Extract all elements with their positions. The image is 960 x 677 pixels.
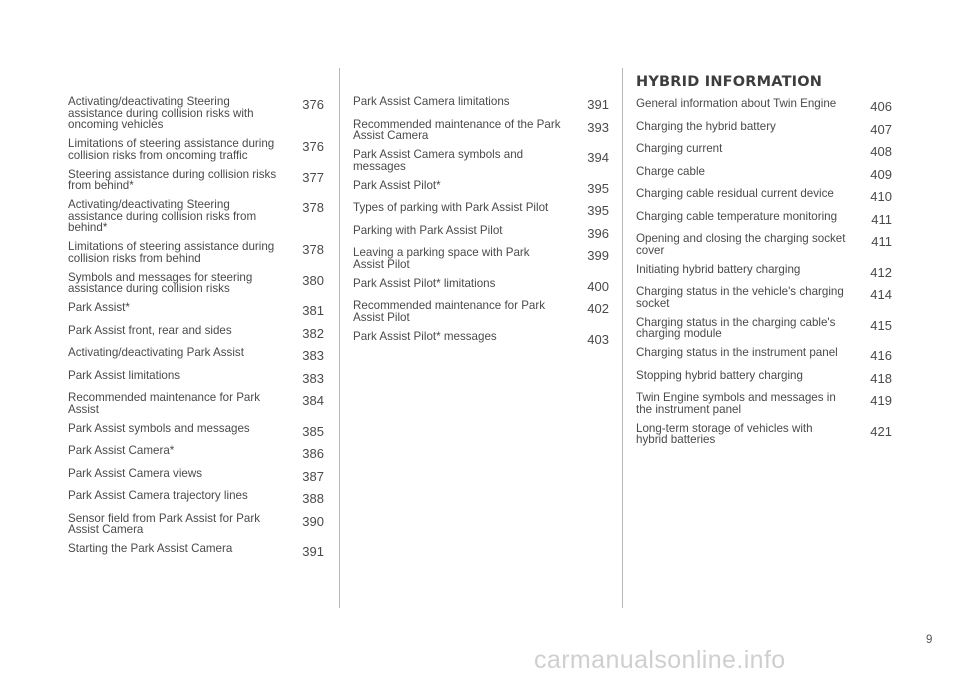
section-heading: HYBRID INFORMATION xyxy=(636,74,823,90)
toc-entry[interactable] xyxy=(636,347,892,362)
toc-entry[interactable] xyxy=(68,302,324,317)
toc-column-1 xyxy=(68,96,324,566)
toc-entry-page: 390 xyxy=(302,513,324,529)
toc-entry-page: 376 xyxy=(302,97,324,112)
toc-entry-page: 388 xyxy=(302,491,324,506)
toc-entry[interactable] xyxy=(68,96,324,131)
toc-entry-page: 400 xyxy=(587,278,609,294)
toc-entry-title: Limitations of steering assistance during collision risks from behind xyxy=(68,240,275,265)
toc-entry-page: 415 xyxy=(870,317,892,333)
column-divider-2 xyxy=(622,68,623,608)
toc-entry-title: Charging cable residual current device xyxy=(636,187,834,200)
toc-entry-title: Park Assist Pilot* messages xyxy=(353,329,497,343)
toc-entry[interactable] xyxy=(636,166,892,181)
toc-entry-page: 399 xyxy=(587,248,609,263)
toc-entry-title: Twin Engine symbols and messages in the instrument panel xyxy=(636,391,836,416)
toc-entry-page: 382 xyxy=(302,325,324,341)
toc-entry[interactable] xyxy=(68,543,324,558)
toc-entry-title: Charging status in the charging cable's charging module xyxy=(636,315,836,340)
toc-entry[interactable] xyxy=(68,138,324,161)
toc-entry-title: General information about Twin Engine xyxy=(636,97,837,110)
toc-column-3 xyxy=(636,74,892,453)
toc-entry-title: Charging status in the vehicle's charging socket xyxy=(636,285,844,310)
toc-entry[interactable] xyxy=(636,121,892,136)
toc-entry[interactable] xyxy=(68,347,324,362)
toc-entry[interactable] xyxy=(353,225,609,240)
toc-entry-title: Types of parking with Park Assist Pilot xyxy=(353,201,549,214)
toc-entry-page: 383 xyxy=(302,348,324,363)
toc-entry-page: 391 xyxy=(587,97,609,112)
toc-entry[interactable] xyxy=(353,300,609,323)
toc-entry-page: 395 xyxy=(587,203,609,218)
toc-entry[interactable] xyxy=(636,423,892,446)
toc-entry[interactable] xyxy=(636,233,892,256)
toc-entry-page: 394 xyxy=(587,150,609,165)
toc-entry-title: Park Assist* xyxy=(68,301,130,314)
toc-entry-title: Park Assist symbols and messages xyxy=(68,421,250,435)
toc-entry[interactable] xyxy=(68,199,324,234)
toc-entry[interactable] xyxy=(353,180,609,195)
toc-entry-page: 419 xyxy=(870,393,892,408)
toc-entry-page: 396 xyxy=(587,225,609,241)
toc-entry-title: Charging the hybrid battery xyxy=(636,119,776,133)
toc-entry[interactable] xyxy=(353,149,609,172)
toc-entry-title: Park Assist Camera symbols and messages xyxy=(353,148,524,173)
toc-entry-page: 411 xyxy=(871,234,892,249)
toc-entry-title: Activating/deactivating Steering assistance during collision risks from behind* xyxy=(68,198,257,234)
toc-entry-title: Park Assist Pilot* xyxy=(353,178,441,192)
toc-entry-title: Park Assist Camera limitations xyxy=(353,95,510,108)
toc-entry[interactable] xyxy=(68,370,324,385)
toc-entry-title: Leaving a parking space with Park Assist Pilot xyxy=(353,246,530,271)
toc-entry-title: Activating/deactivating Park Assist xyxy=(68,346,244,359)
toc-entry[interactable] xyxy=(636,188,892,203)
toc-entry[interactable] xyxy=(353,96,609,111)
toc-entry[interactable] xyxy=(353,278,609,293)
watermark: carmanualsonline.info xyxy=(534,646,786,674)
toc-entry[interactable] xyxy=(636,317,892,340)
toc-entry-title: Steering assistance during collision risks from behind* xyxy=(68,167,277,192)
toc-entry[interactable] xyxy=(68,325,324,340)
toc-entry-page: 380 xyxy=(302,272,324,288)
toc-entry-page: 412 xyxy=(870,264,892,280)
toc-entry-title: Charge cable xyxy=(636,164,705,178)
toc-entry-page: 391 xyxy=(302,544,324,559)
toc-entry[interactable] xyxy=(68,169,324,192)
toc-entry-title: Park Assist front, rear and sides xyxy=(68,323,232,337)
toc-entry-title: Symbols and messages for steering assistance during collision risks xyxy=(68,270,253,295)
toc-entry-page: 411 xyxy=(871,211,892,227)
toc-entry-page: 409 xyxy=(870,166,892,182)
toc-entry-page: 384 xyxy=(302,393,324,408)
toc-entry[interactable] xyxy=(353,247,609,270)
toc-entry-page: 402 xyxy=(587,301,609,316)
toc-entry[interactable] xyxy=(353,119,609,142)
toc-entry-title: Park Assist Pilot* limitations xyxy=(353,276,496,290)
toc-entry-title: Stopping hybrid battery charging xyxy=(636,368,803,382)
toc-entry-title: Park Assist Camera trajectory lines xyxy=(68,489,248,502)
toc-entry-page: 408 xyxy=(870,144,892,159)
toc-entry[interactable] xyxy=(68,468,324,483)
toc-entry-title: Opening and closing the charging socket cover xyxy=(636,232,846,257)
toc-entry-title: Charging status in the instrument panel xyxy=(636,346,838,359)
toc-entry-title: Activating/deactivating Steering assistance during collision risks with oncoming vehicles xyxy=(68,95,254,131)
toc-entry[interactable] xyxy=(636,286,892,309)
toc-entry-page: 403 xyxy=(587,331,609,347)
toc-entry[interactable] xyxy=(68,423,324,438)
toc-entry-title: Charging cable temperature monitoring xyxy=(636,209,838,223)
toc-entry[interactable] xyxy=(353,331,609,346)
toc-entry[interactable] xyxy=(636,264,892,279)
toc-entry-title: Recommended maintenance of the Park Assist Camera xyxy=(353,117,561,142)
toc-entry[interactable] xyxy=(68,513,324,536)
page-number: 9 xyxy=(926,634,933,646)
toc-entry-page: 418 xyxy=(870,370,892,386)
toc-column-2 xyxy=(353,96,609,353)
toc-entry[interactable] xyxy=(636,98,892,113)
toc-entry-page: 376 xyxy=(302,139,324,154)
toc-entry-page: 395 xyxy=(587,180,609,196)
toc-entry-title: Parking with Park Assist Pilot xyxy=(353,223,503,237)
toc-entry[interactable] xyxy=(636,392,892,415)
toc-entry-title: Charging current xyxy=(636,142,723,155)
toc-entry[interactable] xyxy=(636,370,892,385)
toc-entry-page: 378 xyxy=(302,200,324,215)
toc-entry-page: 381 xyxy=(302,303,324,318)
toc-entry-page: 378 xyxy=(302,242,324,257)
toc-entry-title: Park Assist Camera views xyxy=(68,466,203,480)
toc-entry[interactable] xyxy=(68,241,324,264)
toc-entry-title: Limitations of steering assistance during collision risks from oncoming traffic xyxy=(68,137,275,162)
toc-entry-title: Sensor field from Park Assist for Park Assist Camera xyxy=(68,511,261,536)
toc-entry-page: 387 xyxy=(302,468,324,484)
toc-entry-title: Initiating hybrid battery charging xyxy=(636,262,801,276)
column-divider-1 xyxy=(339,68,340,608)
toc-entry-page: 416 xyxy=(870,348,892,363)
toc-entry-title: Recommended maintenance for Park Assist Pilot xyxy=(353,299,546,324)
toc-entry-title: Park Assist Camera* xyxy=(68,444,175,457)
toc-entry-page: 406 xyxy=(870,99,892,114)
toc-entry-page: 410 xyxy=(870,189,892,204)
toc-entry-page: 407 xyxy=(870,121,892,137)
toc-entry-page: 386 xyxy=(302,446,324,461)
toc-entry-title: Long-term storage of vehicles with hybrid batteries xyxy=(636,421,813,446)
toc-entry[interactable] xyxy=(68,490,324,505)
toc-entry-title: Park Assist limitations xyxy=(68,368,181,382)
toc-entry[interactable] xyxy=(68,445,324,460)
toc-entry-page: 377 xyxy=(302,169,324,185)
toc-entry-page: 421 xyxy=(870,423,892,439)
toc-entry[interactable] xyxy=(68,272,324,295)
toc-entry[interactable] xyxy=(636,211,892,226)
toc-entry-page: 383 xyxy=(302,370,324,386)
toc-entry-page: 393 xyxy=(587,119,609,135)
toc-entry-page: 385 xyxy=(302,423,324,439)
toc-entry[interactable] xyxy=(636,143,892,158)
toc-entry-page: 414 xyxy=(870,287,892,302)
toc-entry-title: Starting the Park Assist Camera xyxy=(68,542,233,555)
toc-entry[interactable] xyxy=(68,392,324,415)
toc-entry-title: Recommended maintenance for Park Assist xyxy=(68,391,261,416)
toc-entry[interactable] xyxy=(353,202,609,217)
